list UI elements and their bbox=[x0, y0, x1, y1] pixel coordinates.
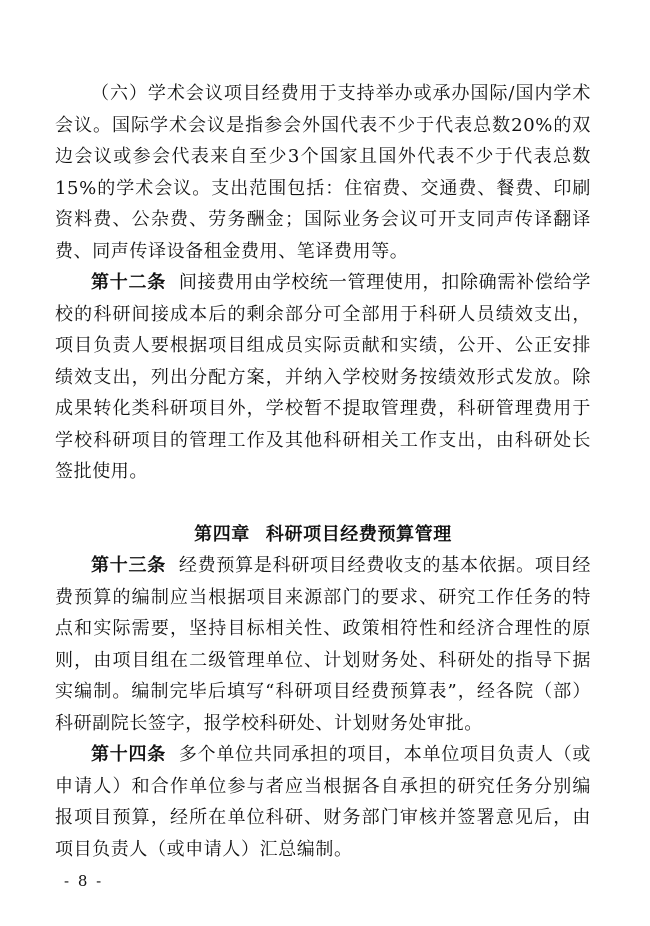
chapter-heading bbox=[55, 519, 591, 551]
article-14-title: 第十四条 bbox=[91, 744, 166, 765]
chapter-number: 第四章 bbox=[194, 523, 250, 545]
chapter-title: 科研项目经费预算管理 bbox=[265, 523, 452, 545]
article-14 bbox=[55, 739, 591, 865]
article-14-body: 多个单位共同承担的项目，本单位项目负责人（或申请人）和合作单位参与者应当根据各自承担的研究任务分别编报项目预算，经所在单位科研、财务部门审核并签署意见后，由项目负责人（或申请人）汇总编制。 bbox=[55, 744, 591, 860]
article-12-body: 间接费用由学校统一管理使用，扣除确需补偿给学校的科研间接成本后的剩余部分可全部用于科研人员绩效支出，项目负责人要根据项目组成员实际贡献和实绩，公开、公正安排绩效支出，列出分配方案，并纳入学校财务按绩效形式发放。除成果转化类科研项目外，学校暂不提取管理费，科研管理费用于学校科研项目的管理工作及其他科研相关工作支出，由科研处长签批使用。 bbox=[55, 272, 591, 482]
document-page bbox=[55, 78, 591, 865]
paragraph-academic-conference bbox=[55, 78, 591, 267]
article-12-title: 第十二条 bbox=[91, 272, 166, 293]
page-number: - 8 - bbox=[64, 872, 104, 890]
article-13-body: 经费预算是科研项目经费收支的基本依据。项目经费预算的编制应当根据项目来源部门的要求、研究工作任务的特点和实际需要，坚持目标相关性、政策相符性和经济合理性的原则，由项目组在二级管理单位、计划财务处、科研处的指导下据实编制。编制完毕后填写“科研项目经费预算表”，经各院（部）科研副院长签字，报学校科研处、计划财务处审批。 bbox=[55, 555, 591, 734]
paragraph-text: （六）学术会议项目经费用于支持举办或承办国际/国内学术会议。国际学术会议是指参会外国代表不少于代表总数20%的双边会议或参会代表来自至少3个国家且国外代表不少于代表总数15%的学术会议。支出范围包括：住宿费、交通费、餐费、印刷资料费、公杂费、劳务酬金；国际业务会议可开支同声传译翻译费、同声传译设备租金费用、笔译费用等。 bbox=[55, 83, 591, 262]
article-13-title: 第十三条 bbox=[91, 555, 166, 576]
article-13 bbox=[55, 550, 591, 739]
article-12 bbox=[55, 267, 591, 488]
